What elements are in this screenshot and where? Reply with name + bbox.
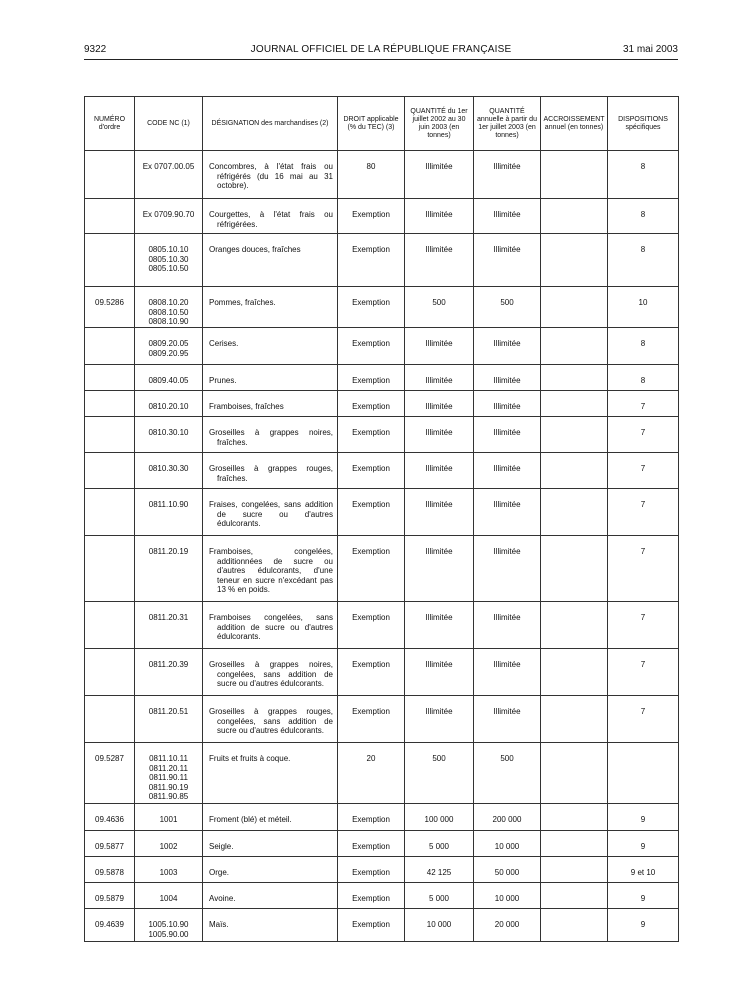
designation-text: Framboises congelées, sans addition de sucre ou d'autres édulcorants. — [209, 613, 333, 641]
dispositions-cell: 7 — [608, 536, 679, 602]
accroissement-cell — [541, 234, 608, 287]
code-nc-cell — [135, 287, 203, 328]
quantite-2002-cell: Illimitée — [405, 417, 474, 453]
table-row — [85, 536, 679, 602]
quantite-annuelle-cell: 10 000 — [474, 883, 541, 909]
dispositions-cell: 7 — [608, 649, 679, 696]
code-nc-cell — [135, 328, 203, 365]
dispositions-cell: 9 — [608, 831, 679, 857]
accroissement-cell — [541, 602, 608, 649]
droit-cell: Exemption — [338, 909, 405, 942]
table-row — [85, 743, 679, 804]
accroissement-cell — [541, 417, 608, 453]
quantite-annuelle-cell: 500 — [474, 287, 541, 328]
col-header-designation: DÉSIGNATION des marchandises (2) — [203, 97, 338, 151]
code-nc-cell — [135, 453, 203, 489]
designation-cell — [203, 602, 338, 649]
table-row — [85, 453, 679, 489]
designation-text: Orge. — [209, 868, 230, 877]
issue-date: 31 mai 2003 — [622, 44, 678, 55]
code-nc-value: 0810.30.30 — [148, 464, 189, 473]
dispositions-cell: 7 — [608, 453, 679, 489]
quantite-2002-cell: 10 000 — [405, 909, 474, 942]
code-nc-value: 0805.10.30 — [148, 254, 189, 264]
droit-cell: Exemption — [338, 696, 405, 743]
accroissement-cell — [541, 391, 608, 417]
quantite-2002-cell: Illimitée — [405, 489, 474, 536]
quantite-annuelle-cell: Illimitée — [474, 696, 541, 743]
code-nc-value: 0811.90.19 — [148, 782, 189, 792]
code-nc-value: 0808.10.50 — [148, 307, 189, 317]
accroissement-cell — [541, 536, 608, 602]
table-row — [85, 151, 679, 199]
quantite-annuelle-cell: Illimitée — [474, 328, 541, 365]
table-row — [85, 417, 679, 453]
dispositions-cell: 7 — [608, 696, 679, 743]
designation-cell — [203, 883, 338, 909]
numero-cell: 09.5877 — [85, 831, 135, 857]
droit-cell: Exemption — [338, 857, 405, 883]
numero-cell: 09.4639 — [85, 909, 135, 942]
dispositions-cell: 9 — [608, 804, 679, 831]
designation-cell — [203, 804, 338, 831]
numero-cell — [85, 489, 135, 536]
table-row — [85, 489, 679, 536]
table-row — [85, 909, 679, 942]
designation-cell — [203, 417, 338, 453]
code-nc-value: 0811.90.85 — [148, 792, 189, 801]
code-nc-cell — [135, 743, 203, 804]
table-row — [85, 696, 679, 743]
quantite-2002-cell: Illimitée — [405, 649, 474, 696]
droit-cell: Exemption — [338, 883, 405, 909]
code-nc-cell — [135, 909, 203, 942]
numero-cell — [85, 365, 135, 391]
code-nc-value: 0811.10.11 — [149, 754, 188, 763]
table-row — [85, 602, 679, 649]
droit-cell: Exemption — [338, 199, 405, 234]
code-nc-value: 0810.30.10 — [148, 428, 189, 437]
designation-text: Maïs. — [209, 920, 229, 929]
droit-cell: Exemption — [338, 489, 405, 536]
code-nc-value: 0811.90.11 — [149, 773, 188, 782]
accroissement-cell — [541, 199, 608, 234]
code-nc-cell — [135, 489, 203, 536]
code-nc-value: 1001 — [159, 815, 178, 824]
designation-text: Fraises, congelées, sans addition de sucre ou d'autres édulcorants. — [209, 500, 333, 528]
dispositions-cell: 8 — [608, 234, 679, 287]
col-header-quantite-2002: QUANTITÉ du 1er juillet 2002 au 30 juin 2003 (en tonnes) — [405, 97, 474, 151]
accroissement-cell — [541, 804, 608, 831]
dispositions-cell: 8 — [608, 151, 679, 199]
designation-cell — [203, 696, 338, 743]
droit-cell: Exemption — [338, 417, 405, 453]
dispositions-cell: 7 — [608, 417, 679, 453]
designation-text: Cerises. — [209, 339, 239, 348]
table-row — [85, 234, 679, 287]
accroissement-cell — [541, 649, 608, 696]
dispositions-cell: 8 — [608, 328, 679, 365]
numero-cell — [85, 199, 135, 234]
col-header-code-nc: CODE NC (1) — [135, 97, 203, 151]
dispositions-cell: 10 — [608, 287, 679, 328]
table-row — [85, 883, 679, 909]
accroissement-cell — [541, 489, 608, 536]
designation-cell — [203, 536, 338, 602]
designation-cell — [203, 649, 338, 696]
code-nc-cell — [135, 199, 203, 234]
quantite-2002-cell: Illimitée — [405, 328, 474, 365]
designation-cell — [203, 234, 338, 287]
droit-cell: Exemption — [338, 649, 405, 696]
accroissement-cell — [541, 365, 608, 391]
table-row — [85, 831, 679, 857]
dispositions-cell: 7 — [608, 391, 679, 417]
designation-text: Froment (blé) et méteil. — [209, 815, 292, 824]
code-nc-cell — [135, 857, 203, 883]
code-nc-value: 0809.40.05 — [148, 376, 189, 385]
table-row — [85, 287, 679, 328]
quantite-annuelle-cell: Illimitée — [474, 151, 541, 199]
code-nc-cell — [135, 883, 203, 909]
quantite-2002-cell: Illimitée — [405, 391, 474, 417]
quantite-annuelle-cell: 50 000 — [474, 857, 541, 883]
dispositions-cell — [608, 743, 679, 804]
designation-text: Concombres, à l'état frais ou réfrigérés (du 16 mai au 31 octobre). — [209, 162, 333, 190]
droit-cell: Exemption — [338, 831, 405, 857]
designation-text: Oranges douces, fraîches — [209, 245, 301, 254]
quantite-2002-cell: 5 000 — [405, 831, 474, 857]
quantite-annuelle-cell: Illimitée — [474, 453, 541, 489]
quantite-annuelle-cell: Illimitée — [474, 199, 541, 234]
code-nc-cell — [135, 151, 203, 199]
code-nc-cell — [135, 391, 203, 417]
accroissement-cell — [541, 883, 608, 909]
dispositions-cell: 7 — [608, 489, 679, 536]
designation-text: Courgettes, à l'état frais ou réfrigérées. — [209, 210, 333, 229]
tariff-quota-table — [84, 96, 679, 942]
droit-cell: Exemption — [338, 391, 405, 417]
col-header-dispositions: DISPOSITIONS spécifiques — [608, 97, 679, 151]
header-rule — [84, 59, 678, 60]
quantite-2002-cell: Illimitée — [405, 151, 474, 199]
quantite-annuelle-cell: Illimitée — [474, 365, 541, 391]
code-nc-value: Ex 0707.00.05 — [142, 162, 195, 171]
table-row — [85, 804, 679, 831]
droit-cell: Exemption — [338, 287, 405, 328]
col-header-droit: DROIT applicable (% du TEC) (3) — [338, 97, 405, 151]
code-nc-value: 0805.10.10 — [148, 245, 189, 254]
designation-text: Framboises, congelées, additionnées de sucre ou d'autres édulcorants, d'une teneur en sucre n'excédant pas 13 % en poids. — [209, 547, 333, 594]
table-row — [85, 328, 679, 365]
code-nc-cell — [135, 831, 203, 857]
table-row — [85, 391, 679, 417]
accroissement-cell — [541, 831, 608, 857]
quantite-2002-cell: Illimitée — [405, 696, 474, 743]
quantite-annuelle-cell: Illimitée — [474, 536, 541, 602]
code-nc-cell — [135, 417, 203, 453]
numero-cell: 09.5878 — [85, 857, 135, 883]
code-nc-value: 0805.10.50 — [148, 264, 189, 273]
col-header-numero: NUMÉRO d'ordre — [85, 97, 135, 151]
dispositions-cell: 7 — [608, 602, 679, 649]
code-nc-value: 1003 — [159, 868, 178, 877]
designation-cell — [203, 287, 338, 328]
numero-cell — [85, 151, 135, 199]
accroissement-cell — [541, 857, 608, 883]
designation-text: Framboises, fraîches — [209, 402, 284, 411]
numero-cell — [85, 234, 135, 287]
designation-cell — [203, 743, 338, 804]
numero-cell — [85, 328, 135, 365]
designation-cell — [203, 151, 338, 199]
col-header-accroissement: ACCROISSEMENT annuel (en tonnes) — [541, 97, 608, 151]
droit-cell: Exemption — [338, 453, 405, 489]
quantite-2002-cell: Illimitée — [405, 365, 474, 391]
quantite-2002-cell: Illimitée — [405, 199, 474, 234]
quantite-annuelle-cell: Illimitée — [474, 391, 541, 417]
designation-text: Avoine. — [209, 894, 236, 903]
quantite-annuelle-cell: 500 — [474, 743, 541, 804]
numero-cell — [85, 391, 135, 417]
accroissement-cell — [541, 151, 608, 199]
quantite-annuelle-cell: Illimitée — [474, 417, 541, 453]
code-nc-cell — [135, 804, 203, 831]
table-row — [85, 199, 679, 234]
quantite-2002-cell: 500 — [405, 287, 474, 328]
code-nc-value: 0808.10.90 — [148, 317, 189, 326]
quantite-annuelle-cell: Illimitée — [474, 649, 541, 696]
code-nc-value: 0808.10.20 — [148, 298, 189, 307]
page-number: 9322 — [84, 44, 107, 55]
designation-cell — [203, 489, 338, 536]
designation-cell — [203, 857, 338, 883]
code-nc-cell — [135, 602, 203, 649]
quantite-annuelle-cell: 200 000 — [474, 804, 541, 831]
accroissement-cell — [541, 453, 608, 489]
designation-text: Fruits et fruits à coque. — [209, 754, 291, 763]
designation-cell — [203, 909, 338, 942]
code-nc-value: 0811.20.39 — [148, 660, 189, 669]
quantite-annuelle-cell: 10 000 — [474, 831, 541, 857]
quantite-annuelle-cell: Illimitée — [474, 489, 541, 536]
code-nc-value: 0811.20.51 — [148, 707, 189, 716]
code-nc-value: 0809.20.05 — [148, 339, 189, 348]
numero-cell — [85, 649, 135, 696]
droit-cell: Exemption — [338, 328, 405, 365]
dispositions-cell: 9 et 10 — [608, 857, 679, 883]
table-row — [85, 857, 679, 883]
droit-cell: 20 — [338, 743, 405, 804]
code-nc-value: 0811.10.90 — [148, 500, 189, 509]
page-header — [84, 44, 678, 58]
col-header-quantite-annuelle: QUANTITÉ annuelle à partir du 1er juillet 2003 (en tonnes) — [474, 97, 541, 151]
table-header-row — [85, 97, 679, 151]
designation-text: Groseilles à grappes noires, fraîches. — [209, 428, 333, 447]
code-nc-cell — [135, 536, 203, 602]
dispositions-cell: 8 — [608, 199, 679, 234]
droit-cell: Exemption — [338, 234, 405, 287]
code-nc-value: 0811.20.31 — [148, 613, 189, 622]
designation-text: Seigle. — [209, 842, 234, 851]
numero-cell — [85, 696, 135, 743]
designation-text: Pommes, fraîches. — [209, 298, 276, 307]
accroissement-cell — [541, 743, 608, 804]
quantite-annuelle-cell: Illimitée — [474, 234, 541, 287]
designation-text: Groseilles à grappes rouges, fraîches. — [209, 464, 333, 483]
designation-cell — [203, 453, 338, 489]
quantite-2002-cell: Illimitée — [405, 453, 474, 489]
accroissement-cell — [541, 696, 608, 743]
code-nc-value: 1004 — [159, 894, 178, 903]
numero-cell: 09.5287 — [85, 743, 135, 804]
code-nc-value: 1002 — [159, 842, 178, 851]
droit-cell: Exemption — [338, 365, 405, 391]
code-nc-value: 0809.20.95 — [148, 348, 189, 358]
numero-cell: 09.5286 — [85, 287, 135, 328]
droit-cell: Exemption — [338, 602, 405, 649]
accroissement-cell — [541, 287, 608, 328]
numero-cell — [85, 536, 135, 602]
accroissement-cell — [541, 328, 608, 365]
table-row — [85, 365, 679, 391]
code-nc-value: 0810.20.10 — [148, 402, 189, 411]
designation-cell — [203, 365, 338, 391]
numero-cell — [85, 453, 135, 489]
quantite-2002-cell: 5 000 — [405, 883, 474, 909]
journal-title: JOURNAL OFFICIEL DE LA RÉPUBLIQUE FRANÇAISE — [250, 44, 512, 55]
droit-cell: Exemption — [338, 804, 405, 831]
code-nc-value: 0811.20.19 — [148, 547, 189, 556]
quantite-2002-cell: Illimitée — [405, 234, 474, 287]
quantite-2002-cell: 42 125 — [405, 857, 474, 883]
droit-cell: 80 — [338, 151, 405, 199]
numero-cell — [85, 602, 135, 649]
table-row — [85, 649, 679, 696]
numero-cell — [85, 417, 135, 453]
quantite-annuelle-cell: Illimitée — [474, 602, 541, 649]
droit-cell: Exemption — [338, 536, 405, 602]
numero-cell: 09.5879 — [85, 883, 135, 909]
quantite-2002-cell: 500 — [405, 743, 474, 804]
accroissement-cell — [541, 909, 608, 942]
dispositions-cell: 9 — [608, 909, 679, 942]
designation-text: Groseilles à grappes rouges, congelées, sans addition de sucre ou d'autres édulcorants. — [209, 707, 333, 735]
quantite-annuelle-cell: 20 000 — [474, 909, 541, 942]
code-nc-value: 1005.90.00 — [148, 929, 189, 939]
code-nc-cell — [135, 234, 203, 287]
code-nc-value: Ex 0709.90.70 — [142, 210, 195, 219]
code-nc-cell — [135, 365, 203, 391]
code-nc-value: 1005.10.90 — [148, 920, 189, 929]
designation-cell — [203, 831, 338, 857]
designation-text: Prunes. — [209, 376, 237, 385]
table-body — [85, 151, 679, 942]
dispositions-cell: 9 — [608, 883, 679, 909]
designation-cell — [203, 328, 338, 365]
designation-text: Groseilles à grappes noires, congelées, sans addition de sucre ou d'autres édulcorants. — [209, 660, 333, 688]
quantite-2002-cell: Illimitée — [405, 602, 474, 649]
quantite-2002-cell: Illimitée — [405, 536, 474, 602]
code-nc-cell — [135, 696, 203, 743]
code-nc-value: 0811.20.11 — [149, 763, 188, 773]
designation-cell — [203, 199, 338, 234]
code-nc-cell — [135, 649, 203, 696]
dispositions-cell: 8 — [608, 365, 679, 391]
quantite-2002-cell: 100 000 — [405, 804, 474, 831]
designation-cell — [203, 391, 338, 417]
numero-cell: 09.4636 — [85, 804, 135, 831]
